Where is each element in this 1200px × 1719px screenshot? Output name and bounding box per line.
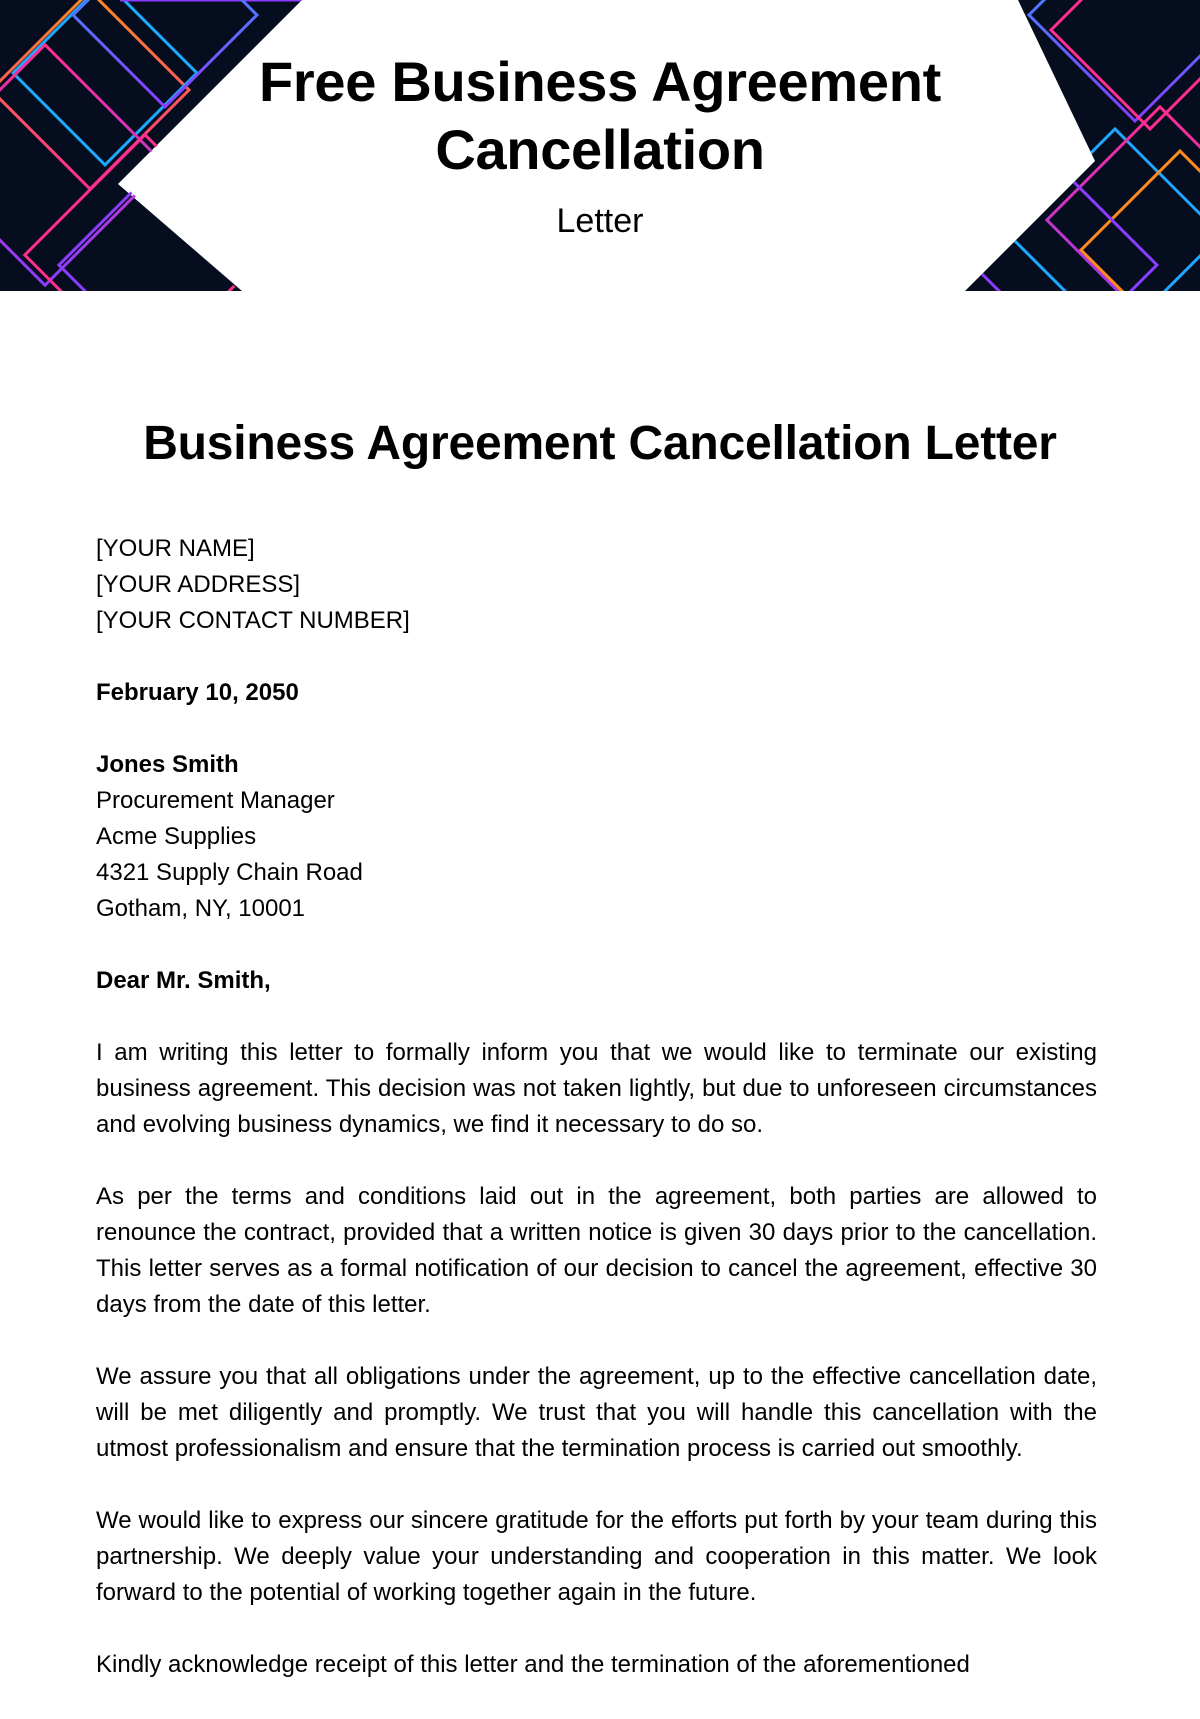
sender-block — [96, 531, 1097, 639]
sender-address: [YOUR ADDRESS] — [96, 571, 301, 598]
sender-name: [YOUR NAME] — [96, 535, 255, 562]
body-paragraph-3: We assure you that all obligations under the agreement, up to the effective cancellation date, will be met diligently and promptly. We trust that you will handle this cancellation with the utmost professionalism and ensure that the termination process is carried out smoothly. — [96, 1363, 1097, 1462]
recipient-company: Acme Supplies — [96, 823, 257, 850]
body-paragraph-1: I am writing this letter to formally inform you that we would like to terminate our existing business agreement. This decision was not taken lightly, but due to unforeseen circumstances and evolving business dynamics, we find it necessary to do so. — [96, 1039, 1097, 1138]
body-paragraph-2: As per the terms and conditions laid out in the agreement, both parties are allowed to renounce the contract, provided that a written notice is given 30 days prior to the cancellation. This letter serves as a formal notification of our decision to cancel the agreement, effective 30 days from the date of this letter. — [96, 1183, 1097, 1318]
recipient-title: Procurement Manager — [96, 787, 335, 814]
header-banner — [0, 0, 1200, 291]
banner-subtitle: Letter — [556, 202, 644, 240]
body-paragraph-5: Kindly acknowledge receipt of this letter and the termination of the aforementioned — [96, 1651, 970, 1678]
sender-contact: [YOUR CONTACT NUMBER] — [96, 607, 410, 634]
recipient-name: Jones Smith — [96, 751, 239, 778]
document-title: Business Agreement Cancellation Letter — [143, 417, 1057, 470]
letter-body — [96, 531, 1097, 1719]
recipient-street: 4321 Supply Chain Road — [96, 859, 363, 886]
salutation: Dear Mr. Smith, — [96, 967, 271, 994]
letter-date: February 10, 2050 — [96, 679, 299, 706]
recipient-block — [96, 747, 1097, 927]
recipient-city: Gotham, NY, 10001 — [96, 895, 306, 922]
body-paragraph-4: We would like to express our sincere gratitude for the efforts put forth by your team during this partnership. We deeply value your understanding and cooperation in this matter. We look forward to the potential of working together again in the future. — [96, 1507, 1097, 1606]
banner-title: Free Business Agreement Cancellation — [259, 50, 941, 181]
